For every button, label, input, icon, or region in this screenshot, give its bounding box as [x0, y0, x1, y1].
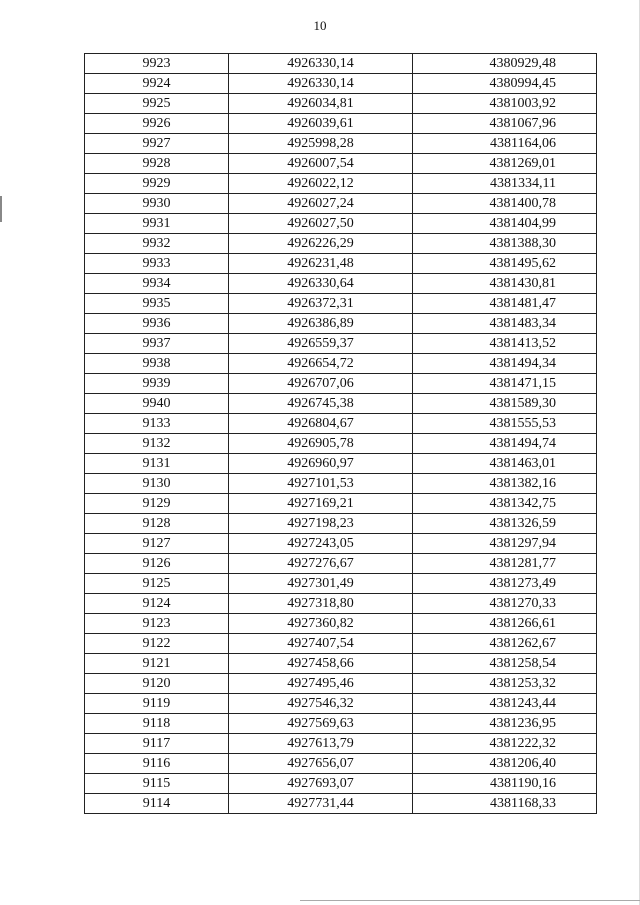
x-coordinate-cell: 4927301,49	[229, 574, 413, 594]
point-number-cell: 9127	[85, 534, 229, 554]
x-coordinate-cell: 4926960,97	[229, 454, 413, 474]
table-row	[85, 94, 597, 114]
y-coordinate-cell: 4381206,40	[413, 754, 597, 774]
table-row	[85, 314, 597, 334]
x-coordinate-cell: 4927731,44	[229, 794, 413, 814]
y-coordinate-cell: 4381190,16	[413, 774, 597, 794]
table-row	[85, 494, 597, 514]
table-row	[85, 234, 597, 254]
x-coordinate-cell: 4926654,72	[229, 354, 413, 374]
x-coordinate-cell: 4926231,48	[229, 254, 413, 274]
y-coordinate-cell: 4381400,78	[413, 194, 597, 214]
table-row	[85, 114, 597, 134]
table-row	[85, 694, 597, 714]
point-number-cell: 9940	[85, 394, 229, 414]
y-coordinate-cell: 4381555,53	[413, 414, 597, 434]
x-coordinate-cell: 4926039,61	[229, 114, 413, 134]
y-coordinate-cell: 4381481,47	[413, 294, 597, 314]
table-row	[85, 514, 597, 534]
point-number-cell: 9122	[85, 634, 229, 654]
table-row	[85, 594, 597, 614]
table-row	[85, 374, 597, 394]
x-coordinate-cell: 4927693,07	[229, 774, 413, 794]
x-coordinate-cell: 4927276,67	[229, 554, 413, 574]
table-row	[85, 54, 597, 74]
point-number-cell: 9125	[85, 574, 229, 594]
y-coordinate-cell: 4381463,01	[413, 454, 597, 474]
point-number-cell: 9925	[85, 94, 229, 114]
x-coordinate-cell: 4926386,89	[229, 314, 413, 334]
table-row	[85, 454, 597, 474]
x-coordinate-cell: 4925998,28	[229, 134, 413, 154]
point-number-cell: 9133	[85, 414, 229, 434]
y-coordinate-cell: 4381281,77	[413, 554, 597, 574]
x-coordinate-cell: 4927546,32	[229, 694, 413, 714]
x-coordinate-cell: 4926372,31	[229, 294, 413, 314]
x-coordinate-cell: 4927613,79	[229, 734, 413, 754]
x-coordinate-cell: 4927656,07	[229, 754, 413, 774]
y-coordinate-cell: 4381168,33	[413, 794, 597, 814]
table-row	[85, 134, 597, 154]
y-coordinate-cell: 4381388,30	[413, 234, 597, 254]
x-coordinate-cell: 4926034,81	[229, 94, 413, 114]
point-number-cell: 9938	[85, 354, 229, 374]
table-row	[85, 574, 597, 594]
table-row	[85, 334, 597, 354]
table-row	[85, 734, 597, 754]
y-coordinate-cell: 4381262,67	[413, 634, 597, 654]
x-coordinate-cell: 4927360,82	[229, 614, 413, 634]
table-row	[85, 754, 597, 774]
y-coordinate-cell: 4381164,06	[413, 134, 597, 154]
point-number-cell: 9121	[85, 654, 229, 674]
table-row	[85, 434, 597, 454]
x-coordinate-cell: 4926707,06	[229, 374, 413, 394]
point-number-cell: 9132	[85, 434, 229, 454]
point-number-cell: 9939	[85, 374, 229, 394]
x-coordinate-cell: 4927495,46	[229, 674, 413, 694]
point-number-cell: 9928	[85, 154, 229, 174]
table-row	[85, 674, 597, 694]
point-number-cell: 9129	[85, 494, 229, 514]
table-row	[85, 794, 597, 814]
point-number-cell: 9933	[85, 254, 229, 274]
x-coordinate-cell: 4926905,78	[229, 434, 413, 454]
table-row	[85, 294, 597, 314]
y-coordinate-cell: 4380929,48	[413, 54, 597, 74]
y-coordinate-cell: 4381494,74	[413, 434, 597, 454]
y-coordinate-cell: 4381483,34	[413, 314, 597, 334]
y-coordinate-cell: 4380994,45	[413, 74, 597, 94]
point-number-cell: 9114	[85, 794, 229, 814]
point-number-cell: 9120	[85, 674, 229, 694]
point-number-cell: 9116	[85, 754, 229, 774]
table-row	[85, 354, 597, 374]
x-coordinate-cell: 4926745,38	[229, 394, 413, 414]
table-row	[85, 654, 597, 674]
x-coordinate-cell: 4926226,29	[229, 234, 413, 254]
x-coordinate-cell: 4927407,54	[229, 634, 413, 654]
point-number-cell: 9115	[85, 774, 229, 794]
point-number-cell: 9123	[85, 614, 229, 634]
y-coordinate-cell: 4381067,96	[413, 114, 597, 134]
x-coordinate-cell: 4926027,24	[229, 194, 413, 214]
x-coordinate-cell: 4927318,80	[229, 594, 413, 614]
x-coordinate-cell: 4927198,23	[229, 514, 413, 534]
y-coordinate-cell: 4381297,94	[413, 534, 597, 554]
point-number-cell: 9932	[85, 234, 229, 254]
y-coordinate-cell: 4381222,32	[413, 734, 597, 754]
y-coordinate-cell: 4381269,01	[413, 154, 597, 174]
point-number-cell: 9124	[85, 594, 229, 614]
point-number-cell: 9117	[85, 734, 229, 754]
y-coordinate-cell: 4381236,95	[413, 714, 597, 734]
y-coordinate-cell: 4381326,59	[413, 514, 597, 534]
table-row	[85, 254, 597, 274]
y-coordinate-cell: 4381495,62	[413, 254, 597, 274]
point-number-cell: 9130	[85, 474, 229, 494]
y-coordinate-cell: 4381258,54	[413, 654, 597, 674]
table-row	[85, 194, 597, 214]
table-row	[85, 634, 597, 654]
point-number-cell: 9126	[85, 554, 229, 574]
point-number-cell: 9934	[85, 274, 229, 294]
point-number-cell: 9929	[85, 174, 229, 194]
table-row	[85, 74, 597, 94]
x-coordinate-cell: 4926330,64	[229, 274, 413, 294]
point-number-cell: 9935	[85, 294, 229, 314]
x-coordinate-cell: 4926330,14	[229, 74, 413, 94]
y-coordinate-cell: 4381243,44	[413, 694, 597, 714]
y-coordinate-cell: 4381413,52	[413, 334, 597, 354]
table-row	[85, 554, 597, 574]
table-row	[85, 534, 597, 554]
x-coordinate-cell: 4926330,14	[229, 54, 413, 74]
y-coordinate-cell: 4381266,61	[413, 614, 597, 634]
table-row	[85, 414, 597, 434]
y-coordinate-cell: 4381382,16	[413, 474, 597, 494]
table-row	[85, 774, 597, 794]
point-number-cell: 9931	[85, 214, 229, 234]
table-row	[85, 174, 597, 194]
page-number: 10	[313, 18, 327, 33]
y-coordinate-cell: 4381342,75	[413, 494, 597, 514]
x-coordinate-cell: 4926022,12	[229, 174, 413, 194]
table-row	[85, 614, 597, 634]
x-coordinate-cell: 4927243,05	[229, 534, 413, 554]
y-coordinate-cell: 4381430,81	[413, 274, 597, 294]
point-number-cell: 9930	[85, 194, 229, 214]
point-number-cell: 9927	[85, 134, 229, 154]
table-row	[85, 714, 597, 734]
table-row	[85, 274, 597, 294]
x-coordinate-cell: 4926027,50	[229, 214, 413, 234]
y-coordinate-cell: 4381494,34	[413, 354, 597, 374]
point-number-cell: 9131	[85, 454, 229, 474]
point-number-cell: 9937	[85, 334, 229, 354]
x-coordinate-cell: 4926804,67	[229, 414, 413, 434]
x-coordinate-cell: 4927169,21	[229, 494, 413, 514]
y-coordinate-cell: 4381471,15	[413, 374, 597, 394]
y-coordinate-cell: 4381253,32	[413, 674, 597, 694]
y-coordinate-cell: 4381334,11	[413, 174, 597, 194]
point-number-cell: 9924	[85, 74, 229, 94]
y-coordinate-cell: 4381273,49	[413, 574, 597, 594]
point-number-cell: 9128	[85, 514, 229, 534]
point-number-cell: 9118	[85, 714, 229, 734]
point-number-cell: 9926	[85, 114, 229, 134]
y-coordinate-cell: 4381270,33	[413, 594, 597, 614]
x-coordinate-cell: 4927569,63	[229, 714, 413, 734]
table-row	[85, 474, 597, 494]
x-coordinate-cell: 4927101,53	[229, 474, 413, 494]
y-coordinate-cell: 4381589,30	[413, 394, 597, 414]
point-number-cell: 9936	[85, 314, 229, 334]
coordinates-table-body	[85, 54, 597, 814]
coordinates-table	[84, 53, 597, 814]
table-row	[85, 154, 597, 174]
y-coordinate-cell: 4381404,99	[413, 214, 597, 234]
point-number-cell: 9923	[85, 54, 229, 74]
table-row	[85, 214, 597, 234]
x-coordinate-cell: 4926559,37	[229, 334, 413, 354]
footer-line	[300, 900, 640, 901]
margin-mark	[0, 196, 2, 222]
x-coordinate-cell: 4926007,54	[229, 154, 413, 174]
y-coordinate-cell: 4381003,92	[413, 94, 597, 114]
x-coordinate-cell: 4927458,66	[229, 654, 413, 674]
point-number-cell: 9119	[85, 694, 229, 714]
table-row	[85, 394, 597, 414]
